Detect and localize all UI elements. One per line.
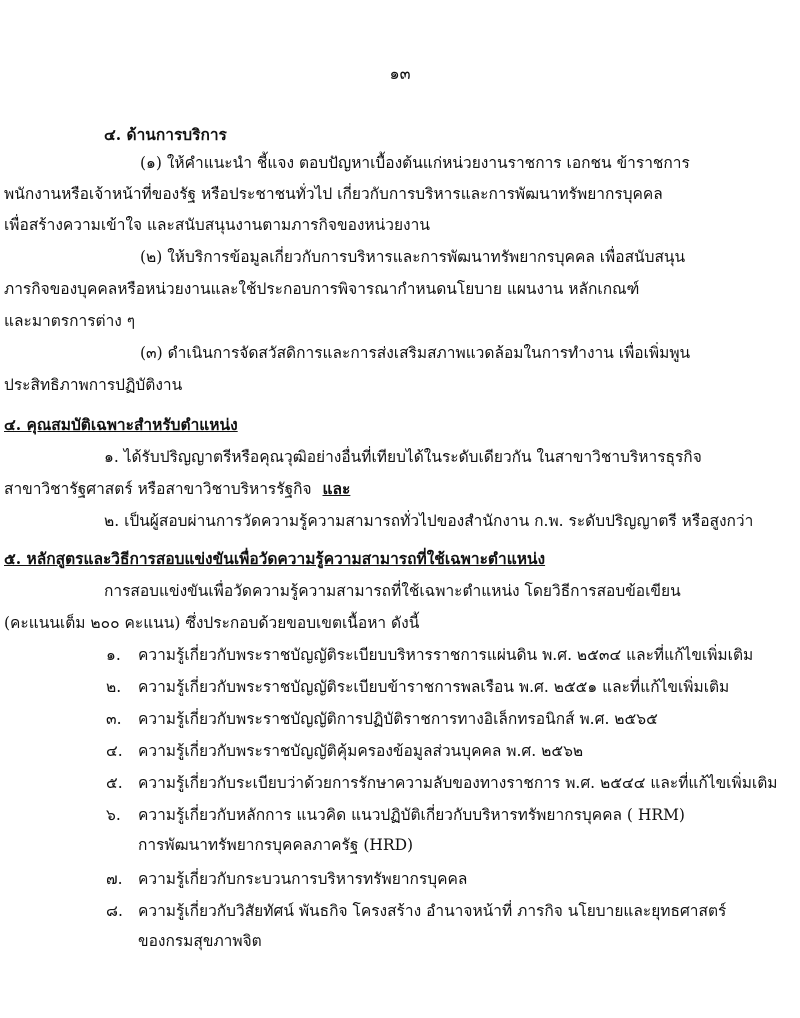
exam-topic-5-num: ๕.: [106, 774, 123, 792]
exam-topic-6-num: ๖.: [106, 806, 121, 824]
service-heading: ๔. ด้านการบริการ: [104, 125, 227, 144]
service-item-1-line-1: (๑) ให้คำแนะนำ ชี้แจง ตอบปัญหาเบื้องต้นแก่หน่วยงานราชการ เอกชน ข้าราชการ: [140, 154, 690, 172]
exam-topic-8-num: ๘.: [106, 902, 123, 920]
exam-topic-7-num: ๗.: [106, 870, 123, 888]
qualifications-heading: ๔. คุณสมบัติเฉพาะสำหรับตำแหน่ง: [4, 415, 238, 434]
qualification-conjunction: และ: [322, 479, 351, 498]
service-item-1-line-2: พนักงานหรือเจ้าหน้าที่ของรัฐ หรือประชาชนทั่วไป เกี่ยวกับการบริหารและการพัฒนาทรัพยากรบุคคล: [4, 185, 663, 203]
exam-topic-6-line-2: การพัฒนาทรัพยากรบุคคลภาครัฐ (HRD): [138, 836, 414, 854]
service-item-1-line-3: เพื่อสร้างความเข้าใจ และสนับสนุนงานตามภารกิจของหน่วยงาน: [4, 216, 430, 234]
exam-topic-3-num: ๓.: [106, 710, 122, 728]
service-item-3-line-2: ประสิทธิภาพการปฏิบัติงาน: [4, 376, 183, 394]
exam-topic-1-num: ๑.: [106, 646, 121, 664]
qualification-1-line-2: สาขาวิชารัฐศาสตร์ หรือสาขาวิชาบริหารรัฐกิจ: [4, 480, 312, 498]
exam-topic-2-num: ๒.: [106, 678, 122, 696]
service-item-2-line-3: และมาตรการต่าง ๆ: [4, 312, 136, 330]
exam-topic-4-num: ๔.: [106, 742, 123, 760]
exam-topic-3-line-1: ความรู้เกี่ยวกับพระราชบัญญัติการปฏิบัติราชการทางอิเล็กทรอนิกส์ พ.ศ. ๒๕๖๕: [138, 710, 658, 728]
exam-topic-8-line-2: ของกรมสุขภาพจิต: [138, 932, 262, 950]
exam-topic-5-line-1: ความรู้เกี่ยวกับระเบียบว่าด้วยการรักษาความลับของทางราชการ พ.ศ. ๒๕๔๔ และที่แก้ไขเพิ่มเติม: [138, 774, 778, 792]
exam-topic-8-line-1: ความรู้เกี่ยวกับวิสัยทัศน์ พันธกิจ โครงสร้าง อำนาจหน้าที่ ภารกิจ นโยบายและยุทธศาสตร์: [138, 902, 727, 920]
service-item-3-line-1: (๓) ดำเนินการจัดสวัสดิการและการส่งเสริมสภาพแวดล้อมในการทำงาน เพื่อเพิ่มพูน: [140, 344, 691, 362]
service-item-2-line-1: (๒) ให้บริการข้อมูลเกี่ยวกับการบริหารและการพัฒนาทรัพยากรบุคคล เพื่อสนับสนุน: [140, 248, 686, 266]
service-item-2-line-2: ภารกิจของบุคคลหรือหน่วยงานและใช้ประกอบการพิจารณากำหนดนโยบาย แผนงาน หลักเกณฑ์: [4, 280, 640, 298]
exam-intro-line-2: (คะแนนเต็ม ๒๐๐ คะแนน) ซึ่งประกอบด้วยขอบเขตเนื้อหา ดังนี้: [4, 614, 420, 632]
qualification-1-line-1: ๑. ได้รับปริญญาตรีหรือคุณวุฒิอย่างอื่นที่เทียบได้ในระดับเดียวกัน ในสาขาวิชาบริหารธุรกิจ: [104, 448, 702, 466]
qualification-1-line-2-row: [4, 474, 350, 504]
page-number: ๑๓: [389, 64, 411, 83]
exam-topic-6-line-1: ความรู้เกี่ยวกับหลักการ แนวคิด แนวปฏิบัติเกี่ยวกับบริหารทรัพยากรบุคคล ( HRM): [138, 806, 685, 824]
exam-topic-2-line-1: ความรู้เกี่ยวกับพระราชบัญญัติระเบียบข้าราชการพลเรือน พ.ศ. ๒๕๕๑ และที่แก้ไขเพิ่มเติม: [138, 678, 730, 696]
exam-topic-7-line-1: ความรู้เกี่ยวกับกระบวนการบริหารทรัพยากรบุคคล: [138, 870, 468, 888]
exam-topic-4-line-1: ความรู้เกี่ยวกับพระราชบัญญัติคุ้มครองข้อมูลส่วนบุคคล พ.ศ. ๒๕๖๒: [138, 742, 584, 760]
exam-topic-1-line-1: ความรู้เกี่ยวกับพระราชบัญญัติระเบียบบริหารราชการแผ่นดิน พ.ศ. ๒๕๓๔ และที่แก้ไขเพิ่มเติม: [138, 646, 754, 664]
exam-heading: ๕. หลักสูตรและวิธีการสอบแข่งขันเพื่อวัดความรู้ความสามารถที่ใช้เฉพาะตำแหน่ง: [4, 549, 546, 568]
qualification-2: ๒. เป็นผู้สอบผ่านการวัดความรู้ความสามารถทั่วไปของสำนักงาน ก.พ. ระดับปริญญาตรี หรือสูงกว่า: [104, 512, 754, 530]
exam-intro-line-1: การสอบแข่งขันเพื่อวัดความรู้ความสามารถที่ใช้เฉพาะตำแหน่ง โดยวิธีการสอบข้อเขียน: [104, 582, 681, 600]
